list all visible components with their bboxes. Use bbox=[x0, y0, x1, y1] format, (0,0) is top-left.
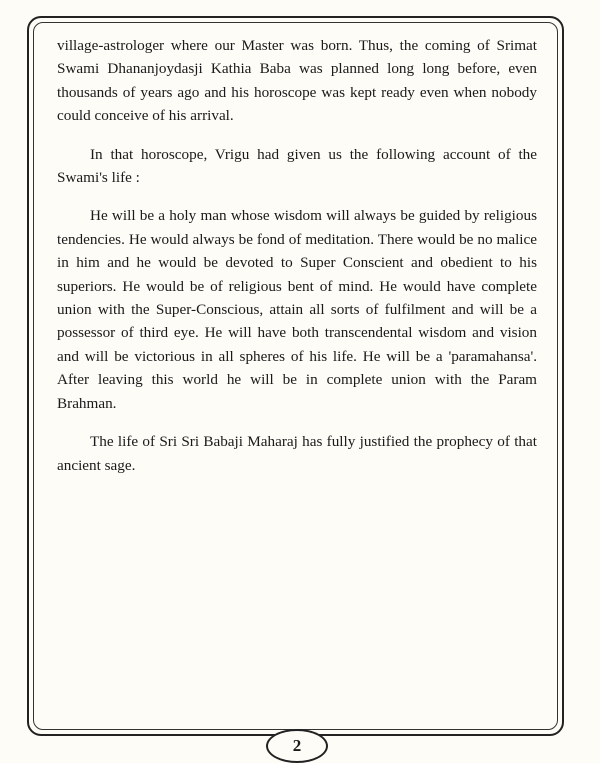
page-number: 2 bbox=[266, 729, 328, 763]
body-text bbox=[57, 34, 537, 492]
paragraph-conclusion: The life of Sri Sri Babaji Maharaj has fully justified the prophecy of that ancient sage. bbox=[57, 433, 537, 474]
paragraph-prophecy: He will be a holy man whose wisdom will always be guided by religious tendencies. He would always be fond of meditation. There would be no malice in him and he would be devoted to Super Conscient and obedient to his superiors. He would be of religious bent of mind. He would have complete union with the Super-Conscious, attain all sorts of fulfilment and will be a possessor of third eye. He will have both transcendental wisdom and vision and will be victorious in all spheres of his life. He will be a 'paramahansa'. After leaving this world he will be in complete union with the Param Brahman. bbox=[57, 207, 537, 412]
paragraph-continuation: village-astrologer where our Master was born. Thus, the coming of Srimat Swami Dhananjoydasji Kathia Baba was planned long long before, even thousands of years ago and his horoscope was kept ready even when nobody could conceive of his arrival. bbox=[57, 37, 537, 125]
paragraph-horoscope-intro: In that horoscope, Vrigu had given us the following account of the Swami's life : bbox=[57, 145, 537, 187]
